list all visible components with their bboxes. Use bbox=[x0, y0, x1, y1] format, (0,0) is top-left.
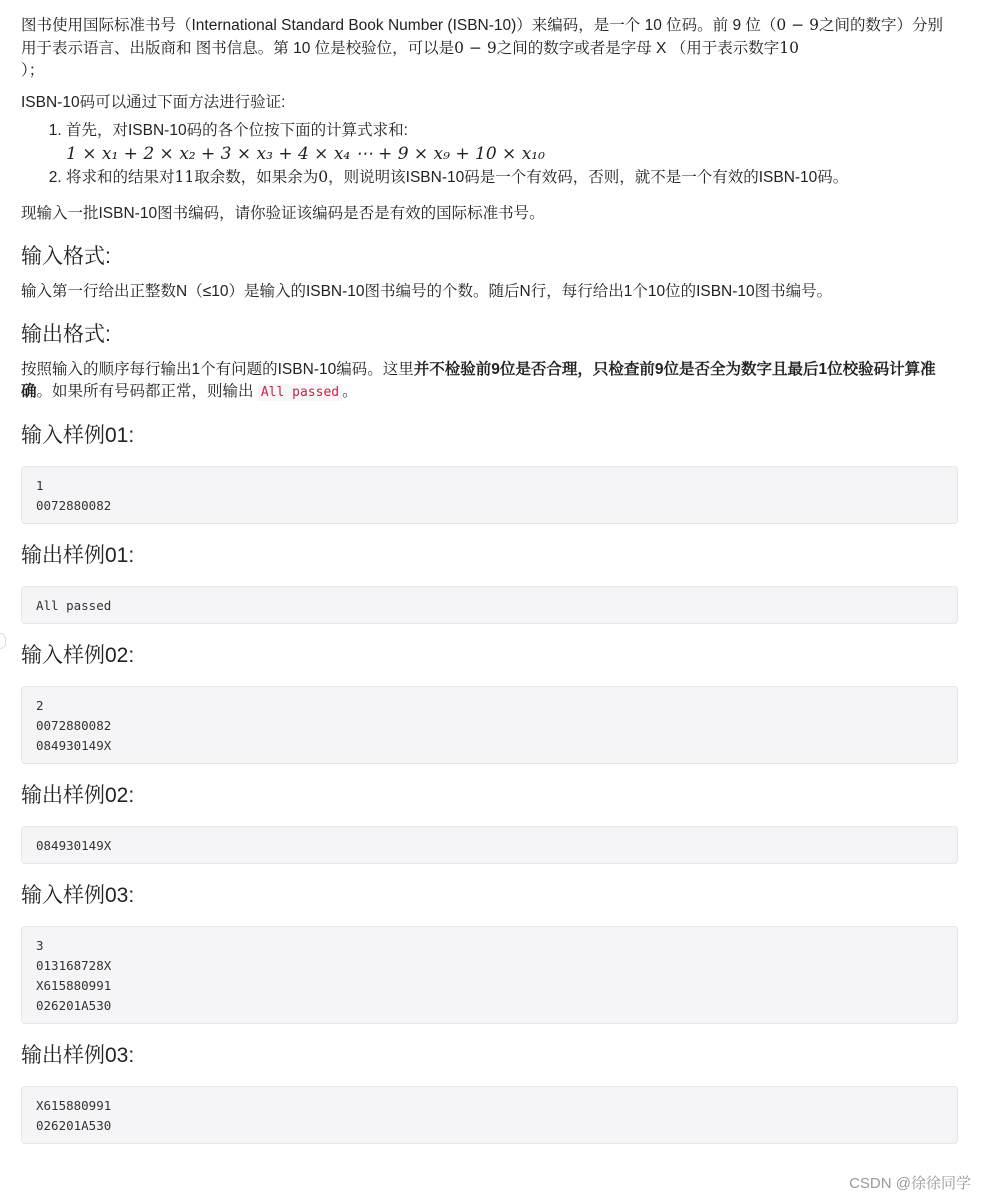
code-line: X615880991 bbox=[36, 1098, 112, 1113]
sample-heading: 输入样例03: bbox=[21, 884, 135, 907]
input-format-text: 输入第一行给出正整数N（≤10）是输入的ISBN-10图书编号的个数。随后N行，每行给出1个10位的ISBN-10图书编号。 bbox=[21, 283, 833, 300]
output-format-text-b: 。如果所有号码都正常，则输出 bbox=[36, 383, 258, 400]
method-step-2-eleven: 11 bbox=[174, 168, 195, 186]
code-line: 0072880082 bbox=[36, 718, 112, 733]
code-line: All passed bbox=[36, 598, 112, 613]
csdn-watermark: CSDN @徐徐同学 bbox=[849, 1175, 971, 1192]
output-format-text-a: 按照输入的顺序每行输出1个有问题的ISBN-10编码。这里 bbox=[21, 361, 414, 378]
sample-heading: 输入样例01: bbox=[21, 424, 135, 447]
samples-section bbox=[21, 422, 958, 1144]
method-step-2-text-a: 将求和的结果对 bbox=[66, 169, 175, 186]
method-step-1-text: 首先，对ISBN-10码的各个位按下面的计算式求和: bbox=[66, 122, 408, 139]
checksum-formula: 1 × x₁ + 2 × x₂ + 3 × x₃ + 4 × x₄ ⋯ + 9 × x₉ + 10 × x₁₀ bbox=[66, 144, 545, 164]
code-line: 084930149X bbox=[36, 838, 112, 853]
intro-text-3: 之间的数字或者是字母 X （用于表示数字 bbox=[496, 40, 780, 57]
intro-math-range-2: 0 − 9 bbox=[454, 39, 497, 57]
code-line: 026201A530 bbox=[36, 998, 112, 1013]
output-format-bold: 并不检验前9位是否合理，只检查前9位是否全为数字且最后1位校验码计算准确 bbox=[21, 361, 936, 400]
scroll-edge-marker bbox=[0, 633, 6, 649]
output-format-heading: 输出格式: bbox=[21, 323, 111, 346]
intro-text-4: ）； bbox=[21, 62, 45, 79]
method-title: ISBN-10码可以通过下面方法进行验证: bbox=[21, 94, 286, 111]
sample-code-block[interactable] bbox=[21, 926, 958, 1024]
sample-heading: 输入样例02: bbox=[21, 644, 135, 667]
all-passed-code: All passed bbox=[258, 384, 342, 401]
sample-code-block[interactable] bbox=[21, 686, 958, 764]
method-step-2-text-c: ，则说明该ISBN-10码是一个有效码，否则，就不是一个有效的ISBN-10码。 bbox=[328, 169, 849, 186]
method-step-2-text-b: 取余数，如果余为 bbox=[194, 169, 319, 186]
intro-text-2: 之间的数字）分别用于表示语言、出版商和 图书信息。第 10 位是校验位，可以是 bbox=[21, 17, 943, 57]
code-line: 026201A530 bbox=[36, 1118, 112, 1133]
method-step-1 bbox=[66, 120, 958, 166]
method-step-2-zero: 0 bbox=[318, 168, 329, 186]
code-line: 1 bbox=[36, 478, 44, 493]
sample-code-block[interactable] bbox=[21, 586, 958, 624]
code-line: 0072880082 bbox=[36, 498, 112, 513]
input-format-heading: 输入格式: bbox=[21, 245, 111, 268]
intro-text-1: 图书使用国际标准书号（International Standard Book Number (ISBN-10)）来编码，是一个 10 位码。前 9 位（ bbox=[21, 17, 777, 34]
code-line: X615880991 bbox=[36, 978, 112, 993]
code-line: 013168728X bbox=[36, 958, 112, 973]
sample-heading: 输出样例03: bbox=[21, 1044, 135, 1067]
sample-code-block[interactable] bbox=[21, 466, 958, 524]
method-step-2 bbox=[66, 166, 958, 189]
code-line: 084930149X bbox=[36, 738, 112, 753]
sample-code-block[interactable] bbox=[21, 1086, 958, 1144]
intro-math-range: 0 − 9 bbox=[776, 16, 819, 34]
output-format-text-c: 。 bbox=[342, 383, 358, 400]
sample-code-block[interactable] bbox=[21, 826, 958, 864]
intro-paragraph bbox=[21, 14, 958, 82]
code-line: 3 bbox=[36, 938, 44, 953]
output-format-text bbox=[21, 359, 958, 404]
code-line: 2 bbox=[36, 698, 44, 713]
problem-statement bbox=[21, 14, 958, 1144]
intro-math-ten: 10 bbox=[779, 39, 799, 57]
sample-heading: 输出样例01: bbox=[21, 544, 135, 567]
sample-heading: 输出样例02: bbox=[21, 784, 135, 807]
method-steps bbox=[21, 120, 958, 189]
task-paragraph: 现输入一批ISBN-10图书编码，请你验证该编码是否是有效的国际标准书号。 bbox=[21, 205, 545, 222]
